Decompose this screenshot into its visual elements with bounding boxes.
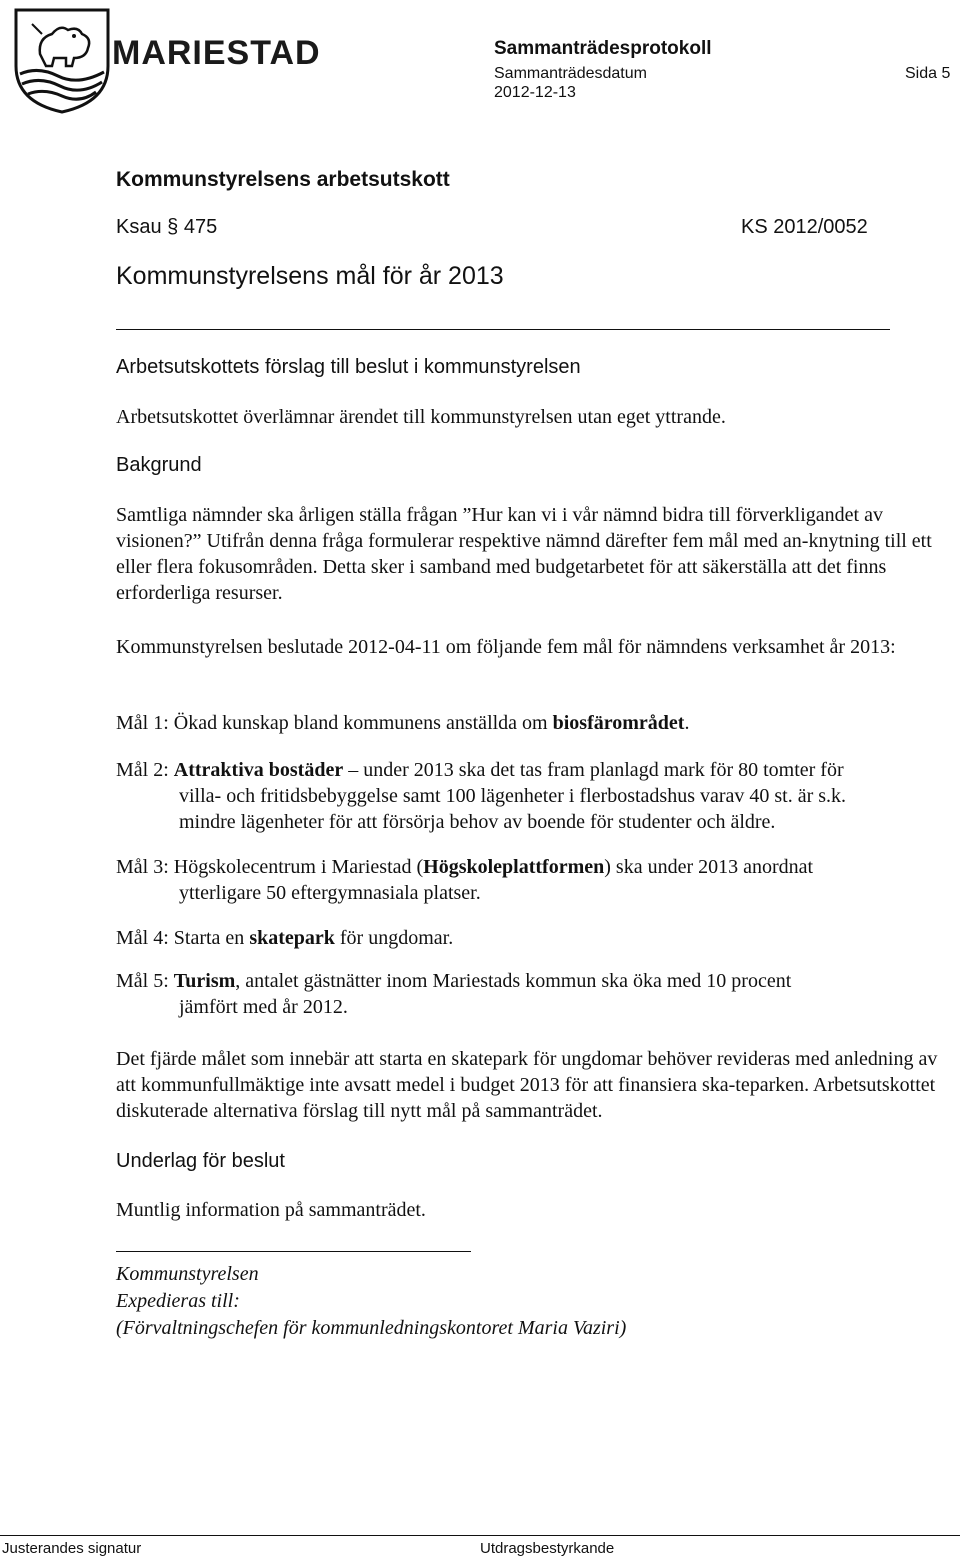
footer-certification-label: Utdragsbestyrkande [480, 1540, 615, 1557]
goal-text-continued: mindre lägenheter för att försörja behov av boende för studenter och äldre. [179, 811, 776, 833]
footer-signature-label: Justerandes signatur [2, 1540, 142, 1557]
goal-text: Ökad kunskap bland kommunens anställda om [173, 712, 548, 734]
goal-text: Starta en [173, 927, 245, 949]
goal-3 [116, 854, 948, 906]
goal-label: Mål 4: [116, 927, 169, 949]
goal-emphasis: skatepark [249, 927, 335, 949]
divider [116, 329, 890, 330]
goal-punctuation: . [684, 712, 690, 734]
goal-text: Högskolecentrum i Mariestad ( [173, 856, 424, 878]
basis-heading: Underlag för beslut [116, 1150, 285, 1172]
goal-4 [116, 925, 948, 951]
goal-text: , antalet gästnätter inom Mariestads kommun ska öka med 10 procent [235, 970, 792, 992]
subject-title: Kommunstyrelsens mål för år 2013 [116, 262, 504, 290]
meeting-date-value: 2012-12-13 [494, 84, 576, 101]
divider [116, 1251, 471, 1252]
goal-text-continued: villa- och fritidsbebyggelse samt 100 lägenheter i flerbostadshus varav 40 st. är s.k. [179, 785, 847, 807]
meeting-date-label: Sammanträdesdatum [494, 65, 647, 82]
logo-wordmark: MARIESTAD [112, 34, 321, 72]
background-heading: Bakgrund [116, 454, 202, 476]
goal-label: Mål 3: [116, 856, 169, 878]
distribution-body: Kommunstyrelsen [116, 1263, 259, 1285]
distribution-label: Expedieras till: [116, 1290, 240, 1312]
goal-5 [116, 968, 948, 1020]
background-paragraph: Samtliga nämnder ska årligen ställa frågan ”Hur kan vi i vår nämnd bidra till förverkligandet av visionen?” Utifrån denna fråga formulerar respektive nämnd därefter fem mål med an-knytning till ett eller flera fokusområden. Detta sker i samband med budgetarbetet för att säkerställa att det finns erforderliga resurser. [116, 504, 932, 604]
goal-label: Mål 2: [116, 759, 169, 781]
goal-text-continued: jämfört med år 2012. [179, 996, 348, 1018]
revision-paragraph: Det fjärde målet som innebär att starta en skatepark för ungdomar behöver revideras med anledning av att kommunfullmäktige inte avsatt medel i budget 2013 för att finansiera ska-teparken. Arbetsutskottet diskuterade alternativa förslag till nytt mål på sammanträdet. [116, 1048, 938, 1122]
goal-text: – under 2013 ska det tas fram planlagd mark för 80 tomter för [348, 759, 844, 781]
footer-divider [0, 1535, 960, 1536]
paragraph-reference: Ksau § 475 [116, 216, 218, 238]
goal-text-continued: ytterligare 50 eftergymnasiala platser. [179, 882, 481, 904]
proposal-text: Arbetsutskottet överlämnar ärendet till kommunstyrelsen utan eget yttrande. [116, 406, 726, 428]
basis-text: Muntlig information på sammanträdet. [116, 1199, 426, 1221]
distribution-recipient: (Förvaltningschefen för kommunledningskontoret Maria Vaziri) [116, 1317, 627, 1339]
goal-2 [116, 757, 948, 835]
goal-1 [116, 710, 948, 736]
document-title: Sammanträdesprotokoll [494, 38, 712, 59]
goal-emphasis: Högskoleplattformen [423, 856, 605, 878]
committee-name: Kommunstyrelsens arbetsutskott [116, 168, 450, 191]
proposal-heading: Arbetsutskottets förslag till beslut i kommunstyrelsen [116, 356, 581, 378]
page-number: Sida 5 [905, 65, 951, 82]
goal-label: Mål 1: [116, 712, 169, 734]
goal-text: för ungdomar. [339, 927, 454, 949]
goal-emphasis: Attraktiva bostäder [173, 759, 344, 781]
goal-text: ) ska under 2013 anordnat [604, 856, 814, 878]
goal-emphasis: Turism [173, 970, 236, 992]
goal-label: Mål 5: [116, 970, 169, 992]
goal-emphasis: biosfärområdet [552, 712, 685, 734]
decision-paragraph: Kommunstyrelsen beslutade 2012-04-11 om följande fem mål för nämndens verksamhet år 2013: [116, 636, 896, 658]
mariestad-coat-of-arms-logo [8, 4, 123, 114]
case-number: KS 2012/0052 [741, 216, 868, 238]
